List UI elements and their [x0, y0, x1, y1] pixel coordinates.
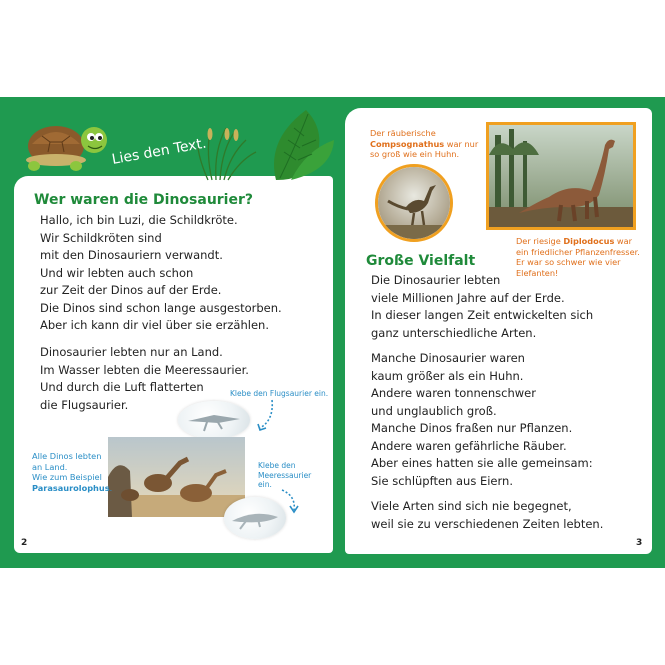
parasaurolophus-caption — [32, 451, 112, 493]
text-line: die Flugsaurier. — [40, 397, 129, 412]
text-line: Die Dinos sind schon lange ausgestorben. — [40, 300, 282, 315]
caption-line: Er war so schwer wie vier — [516, 257, 621, 267]
right-paragraph-1 — [371, 272, 593, 342]
text-line: Manche Dinos fraßen nur Pflanzen. — [371, 421, 573, 435]
page-number-right: 3 — [636, 538, 643, 548]
text-line: ganz unterschiedliche Arten. — [371, 325, 537, 340]
sea-reptile-icon — [224, 497, 286, 539]
caption-line: Elefanten! — [516, 267, 559, 278]
left-page-heading: Wer waren die Dinosaurier? — [34, 192, 254, 208]
text-line: Aber eines hatten sie alle gemeinsam: — [371, 456, 593, 470]
text-line: In dieser langen Zeit entwickelten sich — [371, 308, 594, 322]
species-name: Parasaurolophus — [32, 482, 110, 493]
right-paragraph-3 — [371, 498, 603, 533]
pterosaur-icon — [178, 401, 250, 439]
text-line: viele Millionen Jahre auf der Erde. — [371, 290, 565, 305]
caption-line: Wie zum Beispiel — [32, 472, 102, 482]
caption-line: Compsognathus war nur — [370, 138, 479, 149]
text-line: Wir Schildkröten sind — [40, 230, 162, 245]
right-paragraph-2 — [371, 350, 593, 490]
text-line: Im Wasser lebten die Meeressaurier. — [40, 362, 249, 377]
caption-line: ein friedlicher Pflanzenfresser. — [516, 246, 640, 257]
plants-illustration — [196, 100, 336, 182]
left-paragraph-1 — [40, 212, 282, 335]
dotted-arrow-icon — [256, 398, 278, 434]
text-line: kaum größer als ein Huhn. — [371, 368, 524, 383]
text-line: Viele Arten sind sich nie begegnet, — [371, 499, 572, 513]
text-line: Und durch die Luft flatterten — [40, 380, 204, 394]
meeressaurier-sticker[interactable] — [224, 497, 286, 539]
right-page-heading: Große Vielfalt — [366, 253, 476, 269]
instruction-label: Lies den Text. — [110, 135, 208, 168]
text-line: Dinosaurier lebten nur an Land. — [40, 345, 223, 359]
species-name: Diplodocus — [563, 236, 615, 246]
meeressaurier-label — [258, 461, 311, 490]
species-name: Compsognathus — [370, 138, 445, 149]
text-line: Und wir lebten auch schon — [40, 265, 194, 280]
caption-line: Klebe den — [258, 461, 296, 470]
text-line: zur Zeit der Dinos auf der Erde. — [40, 283, 222, 297]
compsognathus-caption — [370, 128, 478, 160]
caption-line: an Land. — [32, 461, 68, 472]
text-line: Aber ich kann dir viel über sie erzählen. — [40, 318, 269, 332]
caption-line: ein. — [258, 480, 272, 489]
flugsaurier-label: Klebe den Flugsaurier ein. — [230, 389, 329, 398]
compsognathus-photo — [375, 164, 453, 242]
text-line: weil sie zu verschiedenen Zeiten lebten. — [371, 516, 604, 531]
caption-line: Meeressaurier — [258, 470, 312, 480]
text-line: Die Dinosaurier lebten — [371, 273, 501, 287]
text-line: Sie schlüpften aus Eiern. — [371, 473, 513, 488]
caption-line: Alle Dinos lebten — [32, 451, 102, 461]
text-line: Andere waren gefährliche Räuber. — [371, 438, 567, 453]
caption-line: so groß wie ein Huhn. — [370, 149, 460, 159]
caption-line: Der riesige Diplodocus war — [516, 236, 632, 246]
text-line: Hallo, ich bin Luzi, die Schildkröte. — [40, 213, 238, 227]
caption-line: Parasaurolophus. — [32, 482, 113, 493]
flugsaurier-sticker[interactable] — [178, 401, 250, 439]
text-line: Manche Dinosaurier waren — [371, 351, 525, 365]
caption-line: Der räuberische — [370, 128, 436, 138]
page-number-left: 2 — [21, 538, 28, 548]
turtle-illustration — [20, 118, 112, 176]
text-line: Andere waren tonnenschwer — [371, 386, 536, 400]
diplodocus-photo — [486, 122, 636, 230]
text-line: mit den Dinosauriern verwandt. — [40, 248, 223, 262]
text-line: und unglaublich groß. — [371, 403, 497, 418]
